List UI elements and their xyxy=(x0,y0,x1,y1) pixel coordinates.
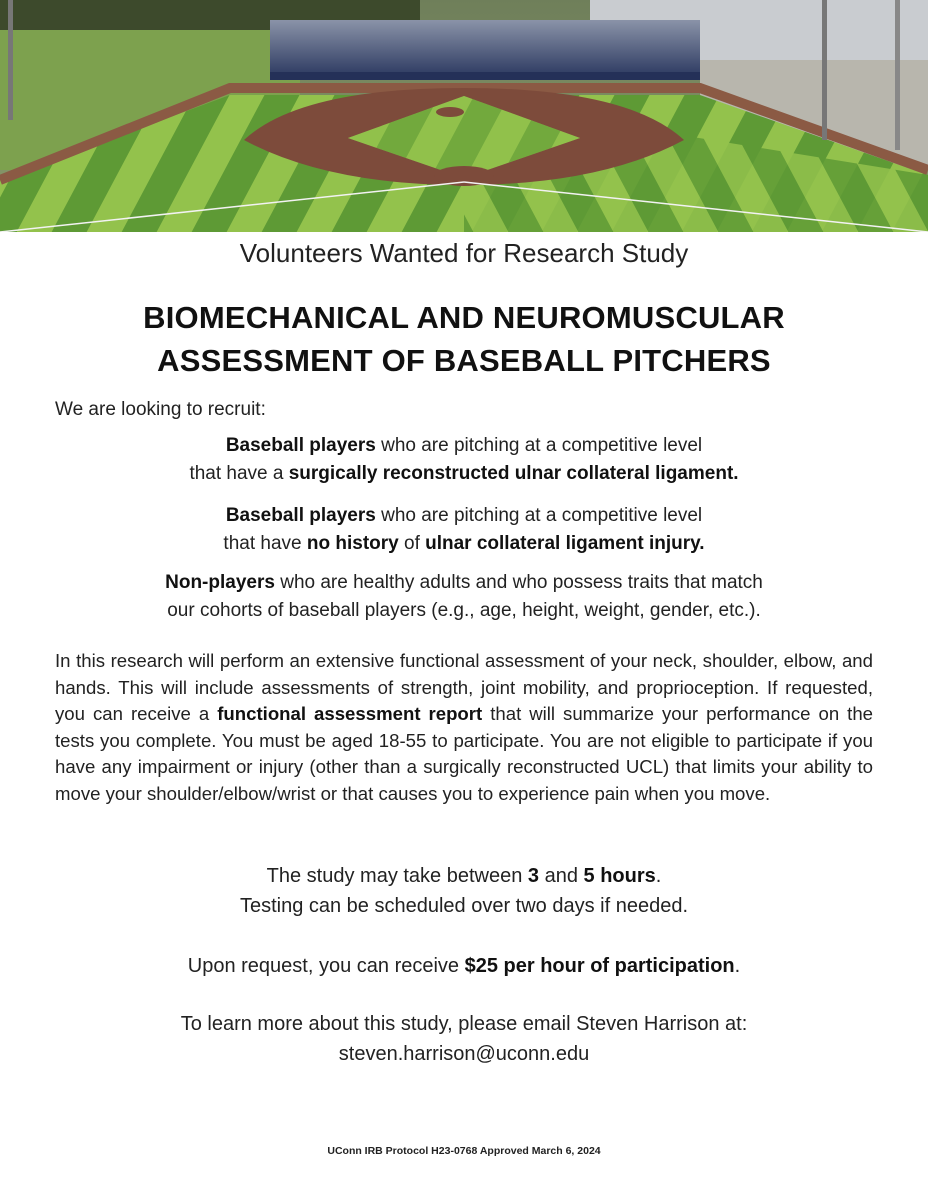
contact-line: To learn more about this study, please email Steven Harrison at: xyxy=(180,1013,748,1035)
duration-line xyxy=(0,861,928,891)
criterion-non-players xyxy=(0,569,928,625)
criterion-text: who are healthy adults and who possess traits that match xyxy=(274,572,763,593)
criterion-line xyxy=(0,569,928,597)
criterion-text: our cohorts of baseball players (e.g., age, height, weight, gender, etc.). xyxy=(167,600,761,621)
criterion-text: who are pitching at a competitive level xyxy=(375,435,703,456)
criterion-line xyxy=(0,597,928,625)
criterion-text: that have a xyxy=(189,463,289,484)
duration-text: . xyxy=(655,865,662,887)
criterion-line xyxy=(0,502,928,530)
recruit-intro: We are looking to recruit: xyxy=(55,399,266,420)
criterion-text: who are pitching at a competitive level xyxy=(375,505,703,526)
payment-amount: $25 per hour of participation xyxy=(464,955,735,977)
criterion-line xyxy=(0,432,928,460)
duration-max: 5 hours xyxy=(583,865,656,887)
criterion-no-ucl-history xyxy=(0,502,928,558)
irb-protocol-footer: UConn IRB Protocol H23-0768 Approved March 6, 2024 xyxy=(327,1145,601,1157)
criterion-line xyxy=(0,530,928,558)
criterion-bold: Baseball players xyxy=(225,505,376,526)
study-description xyxy=(55,648,873,807)
payment-info xyxy=(0,951,928,981)
study-title-line-2: ASSESSMENT OF BASEBALL PITCHERS xyxy=(157,343,771,378)
duration-text: and xyxy=(539,865,584,887)
contact-info xyxy=(0,1009,928,1069)
criterion-bold: ulnar collateral ligament injury. xyxy=(425,533,705,554)
duration-scheduling: Testing can be scheduled over two days if needed. xyxy=(239,895,689,917)
description-bold: functional assessment report xyxy=(217,703,483,724)
criterion-bold: surgically reconstructed ulnar collateral ligament. xyxy=(288,463,739,484)
stadium-hero-image xyxy=(0,0,928,232)
study-duration xyxy=(0,861,928,921)
criterion-bold: Baseball players xyxy=(225,435,376,456)
description-text: that will summarize your performance on the tests you complete. You must be aged 18-55 to participate. You are not eligible to participate if you have any impairment or injury (other than a surgically reconstructed UCL) that limits your ability to move your shoulder/elbow/wrist or that causes you to experience pain when you move. xyxy=(55,703,874,804)
study-title xyxy=(0,296,928,382)
criterion-text: of xyxy=(398,533,426,554)
description-text: In this research will perform an extensive functional assessment of your neck, shoulder, elbow, and hands. This will include assessments of strength, joint mobility, and proprioception. If requested, you can receive a xyxy=(55,650,873,724)
criterion-text: that have xyxy=(223,533,307,554)
payment-text: Upon request, you can receive xyxy=(187,955,465,977)
duration-text: The study may take between xyxy=(266,865,528,887)
criterion-bold: no history xyxy=(306,533,399,554)
recruitment-subtitle: Volunteers Wanted for Research Study xyxy=(239,238,689,268)
criterion-bold: Non-players xyxy=(165,572,275,593)
criterion-ucl-reconstructed xyxy=(0,432,928,488)
contact-email[interactable]: steven.harrison@uconn.edu xyxy=(338,1043,590,1065)
payment-text: . xyxy=(734,955,741,977)
criterion-line xyxy=(0,460,928,488)
study-title-line-1: BIOMECHANICAL AND NEUROMUSCULAR xyxy=(143,300,785,335)
baseball-field-illustration xyxy=(0,0,928,232)
duration-min: 3 xyxy=(527,865,540,887)
